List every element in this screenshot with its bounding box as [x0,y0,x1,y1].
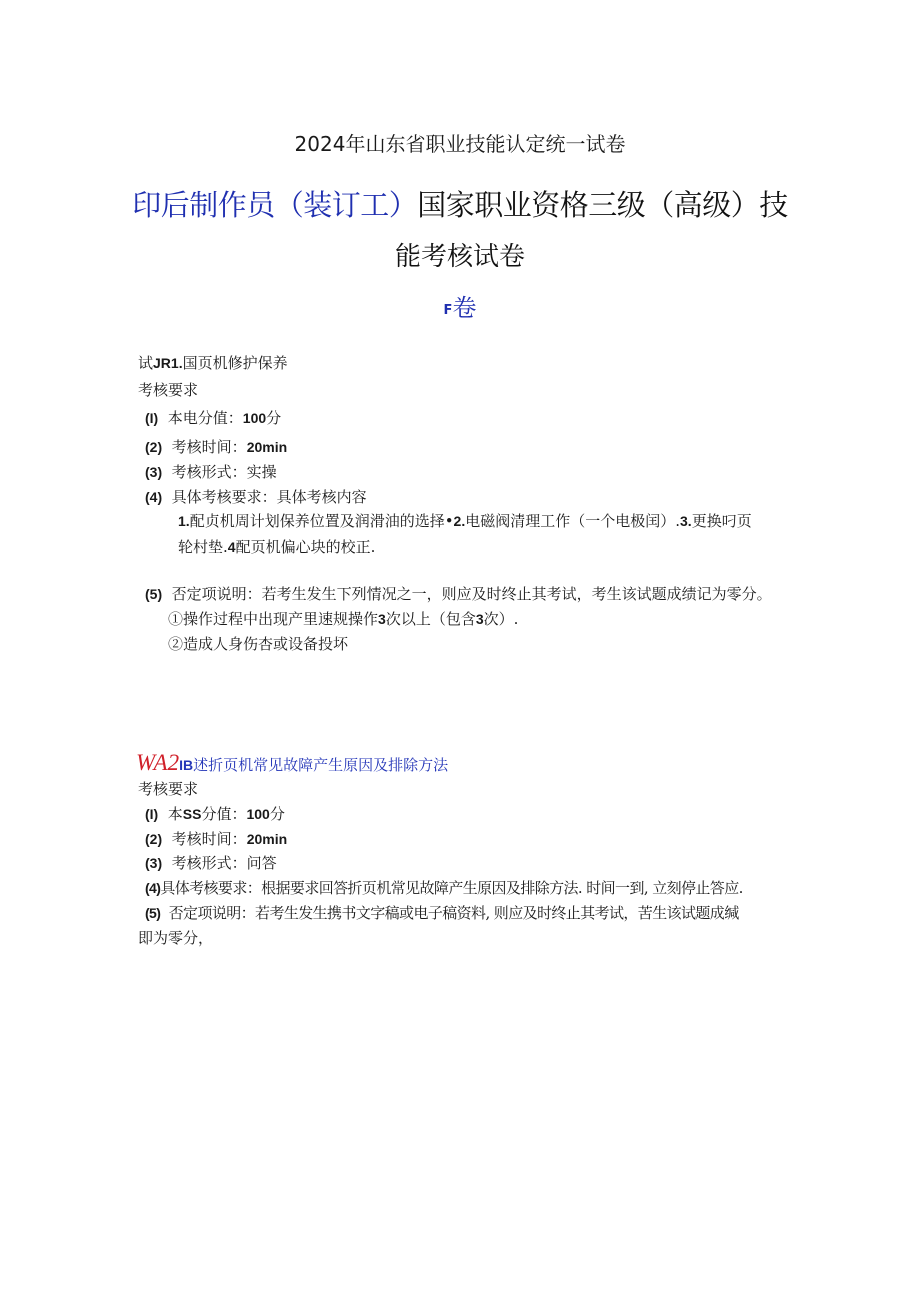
content-text: 电磁阀清理工作（一个电极闰）. [465,512,681,530]
item-text: 本 [167,805,183,823]
item-number: (I) [145,806,159,822]
paper-variant-text: 卷 [452,294,477,322]
q2-negation-note [145,903,739,923]
q2-heading-text: 述折页机常见故障产生原因及排除方法 [193,756,449,774]
q1-heading-text: 国页机修护保养 [182,354,288,372]
q2-requirements-label: 考核要求 [138,780,199,798]
item-value: 100 [242,410,267,426]
q1-heading [138,353,288,373]
item-value: 100 [246,806,270,822]
item-tail: 分 [266,409,282,427]
item-text: 否定项说明：若考生发生下列情况之一，则应及时终止其考试，考生该试题成绩记为零分。 [171,585,772,603]
item-text: 本电分值： [167,409,243,427]
item-value: 20min [246,831,288,847]
item-number: (I) [145,410,159,426]
content-text: 配页机偏心块的校正. [235,538,376,556]
title-black-part: 国家职业资格三级（高级） [417,188,760,222]
item-text: 分值： [201,805,247,823]
q2-heading-code: IB [179,757,194,773]
q2-heading [136,750,448,778]
item-text: 考核时间： [171,438,247,456]
q2-item-score [145,804,285,824]
q1-item-time [145,437,287,457]
q2-negation-note-cont: 即为零分， [138,929,214,947]
item-number: (5) [145,586,163,602]
neg-num: 3 [475,611,484,627]
exam-header: 2024年山东省职业技能认定统一试卷 [294,132,626,156]
neg-text: 次以上（包含 [385,610,476,628]
q1-content-line2 [178,537,375,557]
item-number: (4) [145,880,161,896]
neg-text: ①操作过程中出现产里速规操作 [168,610,379,628]
item-text: 考核形式：问答 [171,854,277,872]
q1-item-requirements [145,487,367,507]
item-number: (2) [145,439,163,455]
item-number: (5) [145,905,161,921]
content-num: 1. [178,513,190,529]
q1-heading-prefix: 试 [138,354,154,372]
paper-variant-mark: F [443,303,453,318]
paper-variant-label [0,288,920,323]
content-num: 4 [227,539,236,555]
q1-negation-note [145,584,772,604]
item-text: 否定项说明：若考生发生携书文字稿或电子稿资料, 则应及时终止其考试，苦生该试题成缄 [168,904,739,922]
content-text: 轮村垫. [178,538,228,556]
title-blue-part: 印后制作员（装订工） [132,188,418,222]
neg-num: 3 [378,611,386,627]
content-text: 配贞机周计划保养位置及润滑油的选择• [189,512,454,530]
item-text: 具体考核要求：具体考核内容 [171,488,367,506]
q1-negation-item2: ②造成人身伤杏或设备投坏 [168,635,349,653]
q1-item-score [145,408,281,428]
document-title-line1 [0,183,920,224]
item-number: (4) [145,489,163,505]
item-number: (3) [145,464,163,480]
q2-heading-mark: WA2 [136,750,180,775]
q1-negation-item1 [168,609,518,629]
q2-item-form [145,853,277,873]
q1-heading-code: JR1. [153,355,183,371]
q1-item-form [145,462,277,482]
item-text: 考核时间： [171,830,247,848]
item-value: 20min [246,439,288,455]
title-end-part: 技 [759,188,788,222]
content-num: 3. [680,513,692,529]
content-text: 更换叼页 [691,512,752,530]
neg-text: 次）. [483,610,519,628]
item-text: 考核形式：实操 [171,463,277,481]
item-number: (3) [145,855,163,871]
document-title-line2: 能考核试卷 [394,242,525,272]
item-text: 分 [269,805,285,823]
item-value: SS [182,806,202,822]
q1-requirements-label: 考核要求 [138,381,199,399]
q2-item-requirements [145,878,743,898]
q2-item-time [145,829,287,849]
content-num: 2. [453,513,466,529]
item-number: (2) [145,831,163,847]
item-text: 具体考核要求：根据要求回答折页机常见故障产生原因及排除方法. 时间一到, 立刻停止答应. [160,879,743,897]
q1-content-line1 [178,511,752,531]
